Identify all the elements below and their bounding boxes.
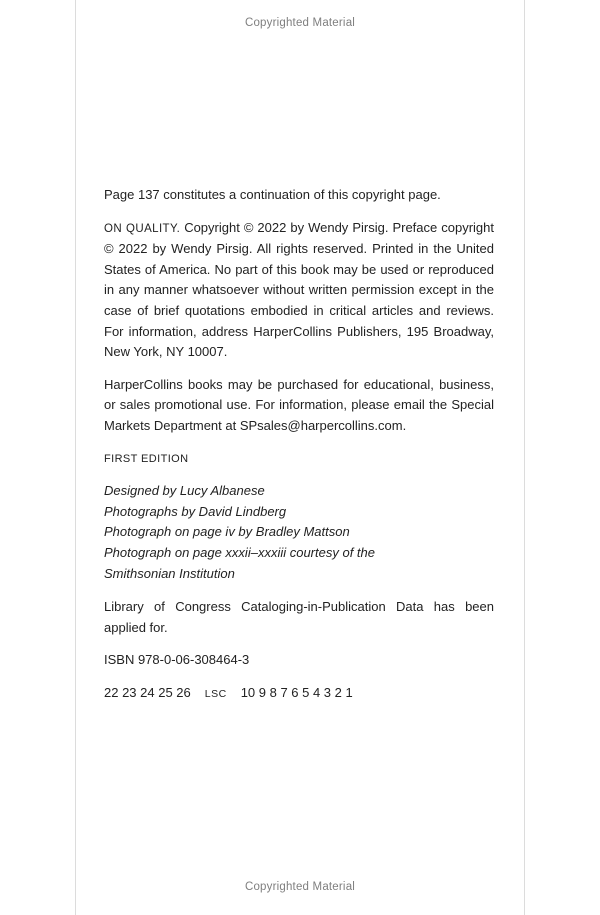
print-years: 22 23 24 25 26 [104,684,191,700]
credit-line-photo-page-iv: Photograph on page iv by Bradley Mattson [104,524,350,540]
sales-paragraph: HarperCollins books may be purchased for educational, business, or sales promotional use. For information, please email the Special Markets Department at SPsales@harpercollins.com. [104,376,494,433]
credits-block [104,481,494,584]
printers-key-line [104,683,494,705]
credit-line-photographs: Photographs by David Lindberg [104,503,287,519]
printer-name: LSC [204,687,227,700]
page-left-edge-line [75,0,76,915]
credit-line-designer: Designed by Lucy Albanese [104,483,265,499]
page-right-edge-line [524,0,525,915]
bottom-copyright-notice: Copyrighted Material [244,881,356,893]
library-of-congress-line: Library of Congress Cataloging-in-Publication Data has been applied for. [104,599,494,635]
isbn-line: ISBN 978-0-06-308464-3 [104,652,250,668]
print-run-numbers: 10 9 8 7 6 5 4 3 2 1 [240,684,353,700]
rights-paragraph [104,218,494,363]
credit-line-smithsonian: Smithsonian Institution [104,565,235,581]
copyright-page-content [104,185,494,716]
credit-line-photo-frontis: Photograph on page xxxii–xxxiii courtesy of the [104,544,375,560]
rights-text: Copyright © 2022 by Wendy Pirsig. Preface copyright © 2022 by Wendy Pirsig. All rights reserved. Printed in the United States of America. No part of this book may be used or reproduced in any manner whatsoever without written permission except in the case of brief quotations embodied in critical articles and reviews. For information, address HarperCollins Publishers, 195 Broadway, New York, NY 10007. [104,219,495,360]
top-copyright-notice: Copyrighted Material [244,17,356,29]
book-title-smallcaps: ON QUALITY. [104,222,181,235]
edition-line: FIRST EDITION [104,452,189,465]
continuation-line: Page 137 constitutes a continuation of this copyright page. [104,187,441,202]
